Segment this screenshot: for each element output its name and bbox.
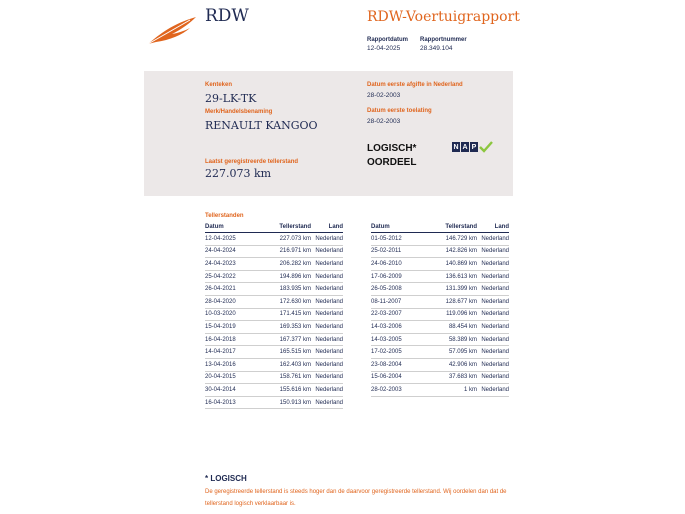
readings-table-left: [205, 222, 343, 409]
table-row: [205, 245, 343, 258]
nap-letter-a: A: [462, 143, 468, 151]
reading-country: Nederland: [477, 358, 509, 371]
header-km: Tellerstand: [423, 222, 477, 233]
nap-letter-n: N: [453, 143, 459, 151]
reading-date: 14-03-2005: [371, 333, 423, 346]
reading-country: Nederland: [477, 283, 509, 296]
header-country: Land: [311, 222, 343, 233]
reading-country: Nederland: [477, 270, 509, 283]
reading-km: 165.515 km: [257, 346, 311, 359]
table-row: [205, 333, 343, 346]
reading-country: Nederland: [311, 258, 343, 271]
verdict-line-2: OORDEEL: [367, 157, 417, 168]
reading-km: 58.389 km: [423, 333, 477, 346]
table-row: [205, 371, 343, 384]
panel-corner: [144, 196, 164, 204]
make-value: RENAULT KANGOO: [205, 119, 318, 132]
header-date: Datum: [371, 222, 423, 233]
reading-date: 17-02-2005: [371, 346, 423, 359]
first-issue-label: Datum eerste afgifte in Nederland: [367, 82, 463, 88]
vehicle-summary-panel: [144, 71, 513, 196]
reading-date: 23-08-2004: [371, 358, 423, 371]
reading-country: Nederland: [311, 233, 343, 246]
reading-date: 25-02-2011: [371, 245, 423, 258]
reading-country: Nederland: [477, 371, 509, 384]
reading-km: 171.415 km: [257, 308, 311, 321]
reading-country: Nederland: [311, 346, 343, 359]
checkmark-icon: [479, 141, 493, 153]
first-issue-value: 28-02-2003: [367, 92, 401, 99]
reading-km: 136.613 km: [423, 270, 477, 283]
reading-date: 24-04-2023: [205, 258, 257, 271]
reading-date: 15-04-2019: [205, 321, 257, 334]
reading-km: 155.616 km: [257, 384, 311, 397]
reading-date: 16-04-2013: [205, 396, 257, 409]
brand-name: RDW: [205, 6, 249, 26]
reading-country: Nederland: [311, 371, 343, 384]
table-row: [371, 346, 509, 359]
plate-label: Kenteken: [205, 82, 233, 88]
report-date-label: Rapportdatum: [367, 37, 408, 43]
reading-km: 183.935 km: [257, 283, 311, 296]
reading-country: Nederland: [311, 245, 343, 258]
reading-country: Nederland: [311, 321, 343, 334]
reading-date: 28-02-2003: [371, 384, 423, 397]
table-row: [371, 371, 509, 384]
reading-date: 08-11-2007: [371, 295, 423, 308]
reading-country: Nederland: [311, 396, 343, 409]
reading-km: 57.095 km: [423, 346, 477, 359]
table-header-row: [371, 222, 509, 233]
reading-km: 119.096 km: [423, 308, 477, 321]
table-row: [371, 308, 509, 321]
reading-km: 140.869 km: [423, 258, 477, 271]
reading-date: 24-04-2024: [205, 245, 257, 258]
reading-km: 206.282 km: [257, 258, 311, 271]
reading-country: Nederland: [477, 233, 509, 246]
reading-date: 26-04-2021: [205, 283, 257, 296]
rdw-feather-logo-icon: [146, 14, 198, 46]
plate-value: 29-LK-TK: [205, 92, 257, 105]
reading-km: 1 km: [423, 384, 477, 397]
reading-date: 12-04-2025: [205, 233, 257, 246]
reading-km: 167.377 km: [257, 333, 311, 346]
table-row: [371, 384, 509, 397]
table-row: [205, 295, 343, 308]
report-number: 28.349.104: [420, 45, 453, 52]
reading-country: Nederland: [477, 333, 509, 346]
reading-km: 150.913 km: [257, 396, 311, 409]
reading-date: 14-03-2006: [371, 321, 423, 334]
reading-country: Nederland: [311, 308, 343, 321]
reading-km: 42.906 km: [423, 358, 477, 371]
reading-country: Nederland: [477, 295, 509, 308]
reading-country: Nederland: [477, 321, 509, 334]
header-km: Tellerstand: [257, 222, 311, 233]
reading-date: 24-06-2010: [371, 258, 423, 271]
reading-km: 216.971 km: [257, 245, 311, 258]
reading-km: 172.630 km: [257, 295, 311, 308]
table-row: [205, 358, 343, 371]
reading-country: Nederland: [477, 245, 509, 258]
first-admission-value: 28-02-2003: [367, 118, 401, 125]
reading-km: 162.403 km: [257, 358, 311, 371]
table-row: [371, 321, 509, 334]
reading-km: 194.896 km: [257, 270, 311, 283]
reading-country: Nederland: [477, 346, 509, 359]
table-row: [205, 308, 343, 321]
report-title: RDW-Voertuigrapport: [367, 9, 520, 25]
reading-date: 14-04-2017: [205, 346, 257, 359]
reading-date: 26-05-2008: [371, 283, 423, 296]
reading-country: Nederland: [311, 358, 343, 371]
reading-country: Nederland: [311, 270, 343, 283]
reading-date: 25-04-2022: [205, 270, 257, 283]
reading-date: 30-04-2014: [205, 384, 257, 397]
table-row: [205, 384, 343, 397]
table-row: [371, 270, 509, 283]
reading-km: 131.399 km: [423, 283, 477, 296]
reading-date: 01-05-2012: [371, 233, 423, 246]
reading-date: 16-04-2018: [205, 333, 257, 346]
table-row: [371, 245, 509, 258]
readings-title: Tellerstanden: [205, 213, 244, 219]
table-row: [205, 233, 343, 246]
reading-km: 227.073 km: [257, 233, 311, 246]
reading-date: 22-03-2007: [371, 308, 423, 321]
reading-country: Nederland: [477, 384, 509, 397]
reading-km: 128.677 km: [423, 295, 477, 308]
nap-logo: [452, 140, 493, 154]
report-number-label: Rapportnummer: [420, 37, 467, 43]
header-country: Land: [477, 222, 509, 233]
reading-km: 146.729 km: [423, 233, 477, 246]
reading-date: 17-06-2009: [371, 270, 423, 283]
reading-date: 10-03-2020: [205, 308, 257, 321]
verdict-line-1: LOGISCH*: [367, 143, 417, 154]
reading-date: 13-04-2016: [205, 358, 257, 371]
table-row: [205, 283, 343, 296]
odometer-value: 227.073 km: [205, 167, 272, 180]
make-label: Merk/Handelsbenaming: [205, 109, 273, 115]
table-row: [205, 321, 343, 334]
nap-letter-p: P: [471, 143, 477, 151]
reading-date: 20-04-2015: [205, 371, 257, 384]
header-date: Datum: [205, 222, 257, 233]
reading-country: Nederland: [311, 333, 343, 346]
reading-country: Nederland: [477, 258, 509, 271]
table-row: [371, 258, 509, 271]
readings-table-right: [371, 222, 509, 397]
reading-country: Nederland: [311, 384, 343, 397]
reading-country: Nederland: [311, 283, 343, 296]
reading-km: 158.761 km: [257, 371, 311, 384]
reading-country: Nederland: [311, 295, 343, 308]
odometer-label: Laatst geregistreerde tellerstand: [205, 159, 299, 165]
reading-km: 37.683 km: [423, 371, 477, 384]
footnote-text: De geregistreerde tellerstand is steeds hoger dan de daarvoor geregistreerde tellerstand. Wij oordelen dan dat de tellerstand logisch verklaarbaar is.: [205, 489, 507, 507]
table-row: [205, 258, 343, 271]
table-row: [371, 358, 509, 371]
footnote-title: * LOGISCH: [205, 474, 247, 483]
reading-km: 88.454 km: [423, 321, 477, 334]
table-row: [205, 396, 343, 409]
table-row: [371, 333, 509, 346]
table-row: [371, 233, 509, 246]
table-row: [371, 295, 509, 308]
reading-km: 142.826 km: [423, 245, 477, 258]
report-date: 12-04-2025: [367, 45, 401, 52]
table-row: [205, 346, 343, 359]
table-row: [371, 283, 509, 296]
table-header-row: [205, 222, 343, 233]
reading-country: Nederland: [477, 308, 509, 321]
reading-date: 15-06-2004: [371, 371, 423, 384]
reading-date: 28-04-2020: [205, 295, 257, 308]
first-admission-label: Datum eerste toelating: [367, 108, 432, 114]
table-row: [205, 270, 343, 283]
reading-km: 169.353 km: [257, 321, 311, 334]
